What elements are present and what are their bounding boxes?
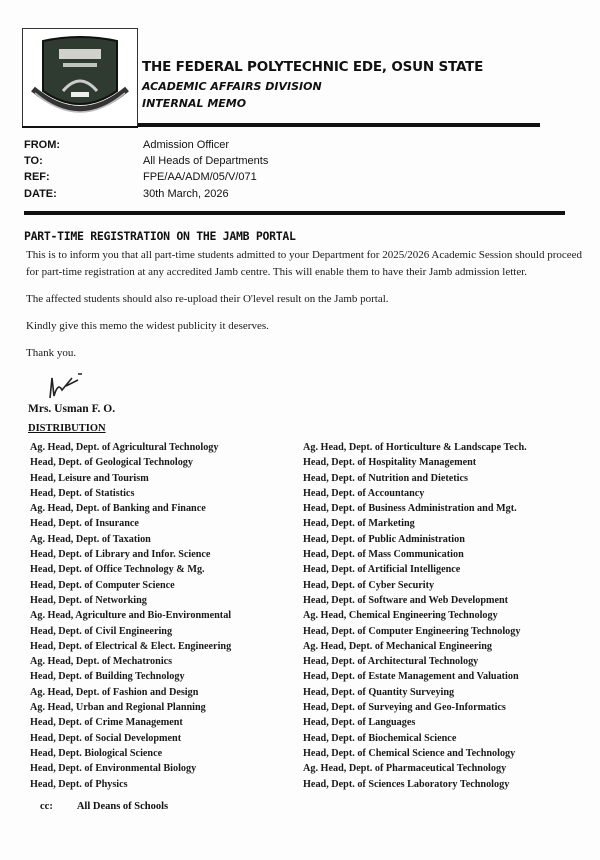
distribution-item: Head, Dept. of Mass Communication (303, 549, 464, 561)
distribution-item: Head, Dept. of Nutrition and Dietetics (303, 472, 468, 484)
distribution-heading: DISTRIBUTION (28, 423, 106, 434)
distribution-item: Ag. Head, Urban and Regional Planning (30, 702, 206, 714)
distribution-item: Head, Dept. of Civil Engineering (30, 625, 173, 637)
distribution-item: Head, Dept. of Geological Technology (30, 457, 193, 469)
signature (44, 372, 84, 402)
header-divider (138, 123, 540, 127)
distribution-item: Head, Dept. of Hospitality Management (303, 457, 477, 469)
distribution-item: Ag. Head, Dept. of Fashion and Design (30, 686, 199, 698)
distribution-item: Ag. Head, Dept. of Mechanical Engineering (303, 640, 493, 652)
distribution-item: Ag. Head, Agriculture and Bio-Environmental (30, 610, 232, 622)
distribution-item: Head, Dept. Biological Science (30, 747, 163, 759)
body-paragraph-3: Kindly give this memo the widest publicity it deserves. (26, 320, 269, 332)
distribution-item: Head, Dept. of Cyber Security (303, 579, 435, 591)
distribution-list-right (303, 440, 527, 792)
distribution-item: Ag. Head, Dept. of Taxation (30, 533, 151, 545)
distribution-item: Head, Dept. of Computer Engineering Technology (303, 625, 521, 637)
closing: Thank you. (26, 347, 77, 359)
signatory-name: Mrs. Usman F. O. (28, 403, 116, 415)
meta-from: FROM: Admission Officer (24, 139, 229, 151)
distribution-item: Ag. Head, Dept. of Pharmaceutical Technology (303, 763, 507, 775)
distribution-item: Head, Dept. of Accountancy (303, 487, 425, 499)
distribution-item: Head, Dept. of Marketing (303, 518, 415, 530)
distribution-item: Head, Dept. of Estate Management and Valuation (303, 671, 519, 683)
distribution-item: Head, Dept. of Surveying and Geo-Informatics (303, 702, 506, 714)
distribution-item: Head, Dept. of Social Development (30, 732, 182, 744)
institution-name: THE FEDERAL POLYTECHNIC EDE, OSUN STATE (142, 59, 484, 75)
distribution-item: Head, Dept. of Networking (30, 594, 147, 606)
header-divider-left (22, 126, 138, 128)
distribution-item: Head, Dept. of Software and Web Development (303, 594, 509, 606)
distribution-item: Head, Dept. of Public Administration (303, 533, 465, 545)
distribution-item: Head, Dept. of Architectural Technology (303, 656, 479, 668)
memo-subject: PART-TIME REGISTRATION ON THE JAMB PORTAL (24, 229, 296, 243)
distribution-item: Head, Dept. of Insurance (30, 518, 139, 530)
distribution-item: Head, Dept. of Building Technology (30, 671, 185, 683)
distribution-item: Ag. Head, Dept. of Agricultural Technology (30, 442, 219, 453)
meta-divider (24, 211, 565, 215)
distribution-item: Head, Dept. of Physics (30, 778, 128, 790)
distribution-item: Head, Dept. of Chemical Science and Technology (303, 747, 516, 759)
distribution-item: Head, Dept. of Sciences Laboratory Technology (303, 778, 510, 790)
distribution-item: Ag. Head, Dept. of Mechatronics (30, 656, 173, 668)
institution-logo (22, 28, 138, 128)
distribution-item: Head, Leisure and Tourism (30, 472, 149, 484)
crest-icon (23, 29, 137, 127)
distribution-item: Head, Dept. of Crime Management (30, 717, 183, 729)
distribution-list-left (30, 440, 231, 792)
distribution-item: Head, Dept. of Library and Infor. Science (30, 549, 211, 561)
distribution-item: Head, Dept. of Statistics (30, 487, 135, 499)
meta-ref: REF: FPE/AA/ADM/05/V/071 (24, 171, 257, 183)
distribution-item: Head, Dept. of Biochemical Science (303, 732, 457, 744)
distribution-item: Head, Dept. of Quantity Surveying (303, 686, 455, 698)
distribution-item: Head, Dept. of Computer Science (30, 579, 175, 591)
distribution-item: Head, Dept. of Languages (303, 717, 416, 729)
meta-to: TO: All Heads of Departments (24, 155, 269, 167)
cc-line: cc: All Deans of Schools (40, 801, 169, 812)
division-name: ACADEMIC AFFAIRS DIVISION (142, 80, 322, 93)
memo-body (26, 247, 591, 372)
body-paragraph-1: This is to inform you that all part-time students admitted to your Department for 2025/2026 Academic Session should proceed for part-time registration at any accredited Jamb centre. This will enable them to have their Jamb admission letter. (26, 249, 583, 278)
distribution-item: Head, Dept. of Business Administration and Mgt. (303, 503, 517, 515)
distribution-item: Head, Dept. of Office Technology & Mg. (30, 564, 205, 576)
distribution-item: Ag. Head, Dept. of Horticulture & Landscape Tech. (303, 442, 527, 453)
distribution-item: Head, Dept. of Artificial Intelligence (303, 564, 461, 576)
body-paragraph-2: The affected students should also re-upload their O'level result on the Jamb portal. (26, 293, 389, 305)
document-type: INTERNAL MEMO (142, 97, 247, 110)
distribution-item: Ag. Head, Chemical Engineering Technology (303, 610, 498, 622)
distribution-item: Ag. Head, Dept. of Banking and Finance (30, 503, 206, 515)
distribution-item: Head, Dept. of Environmental Biology (30, 763, 197, 775)
distribution-item: Head, Dept. of Electrical & Elect. Engineering (30, 640, 232, 652)
meta-date: DATE: 30th March, 2026 (24, 188, 229, 200)
